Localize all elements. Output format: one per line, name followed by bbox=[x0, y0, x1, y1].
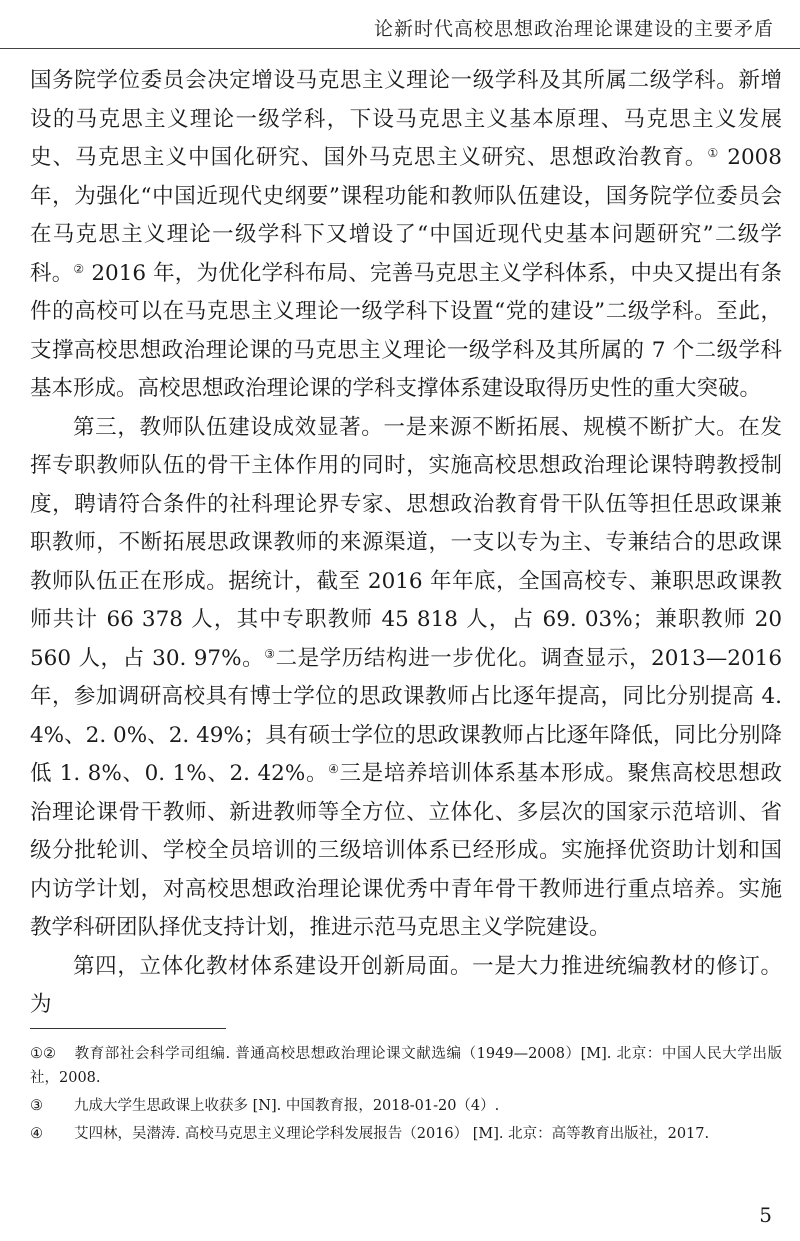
footnotes bbox=[30, 1042, 782, 1150]
footnote-rule bbox=[30, 1028, 226, 1029]
body-text bbox=[30, 62, 782, 1025]
footnote-mark: ①② bbox=[30, 1046, 56, 1062]
body-paragraph bbox=[30, 948, 782, 1025]
footnote-mark: ④ bbox=[30, 1126, 43, 1142]
text-segment: 第四，立体化教材体系建设开创新局面。一是大力推进统编教材的修订。为 bbox=[30, 953, 782, 1017]
header-rule bbox=[0, 48, 800, 49]
footnote-ref[interactable]: ① bbox=[707, 145, 720, 160]
text-segment: 三是培养培训体系基本形成。聚焦高校思想政治理论课骨干教师、新进教师等全方位、立体化、多层次的国家示范培训、省级分批轮训、学校全员培训的三级培训体系已经形成。实施择优资助计划和国内访学计划，对高校思想政治理论课优秀中青年骨干教师进行重点培养。实施教学科研团队择优支持计划，推进示范马克思主义学院建设。 bbox=[30, 761, 782, 940]
text-segment: 2016 年，为优化学科布局、完善马克思主义学科体系，中央又提出有条件的高校可以在马克思主义理论一级学科下设置“党的建设”二级学科。至此，支撑高校思想政治理论课的马克思主义理论一级学科及其所属的 7 个二级学科基本形成。高校思想政治理论课的学科支撑体系建设取得历史性的重大突破。 bbox=[30, 260, 782, 401]
text-segment: 第三，教师队伍建设成效显著。一是来源不断拓展、规模不断扩大。在发挥专职教师队伍的骨干主体作用的同时，实施高校思想政治理论课特聘教授制度，聘请符合条件的社科理论界专家、思想政治教育骨干队伍等担任思政课兼职教师，不断拓展思政课教师的来源渠道，一支以专为主、专兼结合的思政课教师队伍正在形成。据统计，截至 2016 年年底，全国高校专、兼职思政课教师共计 66 378 人，其中专职教师 45 818 人，占 69. 03%；兼职教师 20 560 人，占 30. 97%。 bbox=[30, 414, 782, 671]
footnote-ref[interactable]: ④ bbox=[328, 761, 340, 776]
text-segment: 二是学历结构进一步优化。调查显示，2013—2016 年，参加调研高校具有博士学位的思政课教师占比逐年提高，同比分别提高 4. 4%、2. 0%、2. 49%；具有硕士学位的思政课教师占比逐年降低，同比分别降低 1. 8%、0. 1%、2. 42%。 bbox=[30, 645, 782, 786]
body-paragraph bbox=[30, 409, 782, 948]
footnote bbox=[30, 1094, 782, 1118]
footnote-ref[interactable]: ③ bbox=[264, 646, 276, 661]
footnote-mark: ③ bbox=[30, 1098, 43, 1114]
body-paragraph bbox=[30, 62, 782, 409]
footnote-text: 艾四林，吴潜涛. 高校马克思主义理论学科发展报告（2016） [M]. 北京：高等教育出版社，2017. bbox=[74, 1126, 710, 1142]
footnote-ref[interactable]: ② bbox=[73, 261, 85, 276]
text-segment: 2008 年，为强化“中国近现代史纲要”课程功能和教师队伍建设，国务院学位委员会在马克思主义理论一级学科下又增设了“中国近现代史基本问题研究”二级学科。 bbox=[30, 145, 782, 286]
footnote bbox=[30, 1042, 782, 1090]
text-segment: 国务院学位委员会决定增设马克思主义理论一级学科及其所属二级学科。新增设的马克思主义理论一级学科，下设马克思主义基本原理、马克思主义发展史、马克思主义中国化研究、国外马克思主义研究、思想政治教育。 bbox=[30, 68, 782, 170]
footnote bbox=[30, 1122, 782, 1146]
page-number: 5 bbox=[759, 1203, 772, 1227]
footnote-text: 九成大学生思政课上收获多 [N]. 中国教育报，2018-01-20（4）. bbox=[74, 1098, 500, 1114]
footnote-text: 教育部社会科学司组编. 普通高校思想政治理论课文献选编（1949—2008）[M]. 北京：中国人民大学出版社，2008. bbox=[30, 1046, 782, 1086]
running-header: 论新时代高校思想政治理论课建设的主要矛盾 bbox=[373, 18, 774, 40]
